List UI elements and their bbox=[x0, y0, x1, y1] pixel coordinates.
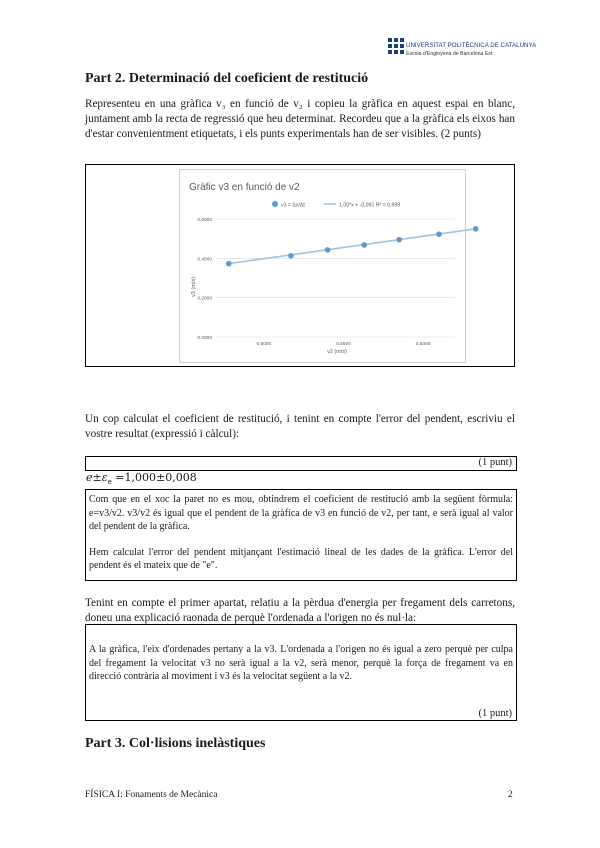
x-axis-label: v2 (m/s) bbox=[327, 349, 347, 355]
result-value: =1,000±0,008 bbox=[115, 471, 197, 484]
x-tick-label: 0,6000 bbox=[415, 342, 431, 347]
points-box-1 bbox=[85, 456, 517, 471]
page-number: 2 bbox=[508, 790, 513, 800]
data-point bbox=[288, 253, 294, 259]
y-tick-label: 0,6000 bbox=[197, 218, 212, 223]
answer-1-paragraph-1: Com que en el xoc la paret no es mou, obtindrem el coeficient de restitució amb la següent fòrmula: e=v3/v2. v3/v2 és igual que el pendent de la gràfica de v3 en funció de v2, per tant, e serà igual al valor del pendent de la gràfica. bbox=[89, 494, 513, 532]
question-3: Tenint en compte el primer apartat, relatiu a la pèrdua d'energia per fregament dels carretons, doneu una explicació raonada de perquè l'ordenada a l'origen no és nul·la: bbox=[85, 597, 515, 624]
university-logo bbox=[388, 38, 537, 64]
legend-series: v3 = Δx/Δt bbox=[281, 202, 305, 209]
x-tick-label: 0,5500 bbox=[336, 342, 351, 347]
chart-box bbox=[85, 164, 515, 367]
part3-title: Part 3. Col·lisions inelàstiques bbox=[85, 736, 266, 751]
part2-title: Part 2. Determinació del coeficient de restitució bbox=[85, 71, 369, 86]
data-point bbox=[436, 231, 442, 237]
y-tick-label: 0,4000 bbox=[197, 257, 212, 263]
footer-course: FÍSICA I: Fonaments de Mecànica bbox=[85, 790, 218, 800]
logo-subtitle: Escola d'Enginyeria de Barcelona Est bbox=[406, 51, 493, 57]
answer-box-1 bbox=[85, 489, 517, 581]
answer-1-paragraph-2: Hem calculat l'error del pendent mitjançant l'estimació lineal de les dades de la gràfica. L'error del pendent és el mateix que de "e". bbox=[89, 546, 513, 571]
answer-2-text: A la gràfica, l'eix d'ordenades pertany a la v3. L'ordenada a l'origen no és igual a zero perquè per culpa del fregament la velocitat v3 no serà igual a la v2, serà menor, perquè la força de fregament va en direcció contrària al moviment i v3 és la velocitat següent a la v2. bbox=[89, 644, 513, 682]
data-point bbox=[361, 242, 367, 248]
y-axis-label: v3 (m/s) bbox=[191, 277, 197, 297]
question-2: Un cop calculat el coeficient de restitució, i tenint en compte l'error del pendent, escriviu el vostre resultat (expressió i càlcul): bbox=[85, 413, 515, 440]
data-point bbox=[473, 226, 479, 232]
chart-frame bbox=[180, 170, 466, 363]
points-label-1: (1 punt) bbox=[478, 457, 512, 468]
chart-svg bbox=[179, 169, 479, 364]
points-label-2: (1 punt) bbox=[478, 708, 512, 719]
x-tick-label: 0,5000 bbox=[256, 342, 272, 347]
answer-box-2 bbox=[85, 624, 517, 721]
legend-marker bbox=[272, 201, 278, 207]
y-tick-label: 0,0000 bbox=[197, 336, 212, 341]
result-formula bbox=[86, 471, 197, 486]
logo-name: UNIVERSITAT POLITÈCNICA DE CATALUNYA bbox=[406, 42, 537, 49]
y-tick-label: 0,2000 bbox=[197, 296, 212, 302]
part2-instructions: Representeu en una gràfica v₃ en funció de v₂ i copieu la gràfica en aquest espai en blanc, juntament amb la recta de regressió que heu determinat. Recordeu que a la gràfica els eixos han d'estar convenientment etiquetats, i els punts experimentals han de ser visibles. (2 punts) bbox=[85, 98, 515, 140]
data-point bbox=[226, 261, 232, 267]
result-sub: e bbox=[107, 478, 112, 487]
data-point bbox=[396, 237, 402, 243]
result-symbol: e±ε bbox=[86, 471, 108, 484]
data-point bbox=[325, 247, 331, 253]
legend-trendline: 1,00*x + -0,091 R² = 0,999 bbox=[339, 202, 401, 209]
chart-title: Gràfic v3 en funció de v2 bbox=[189, 182, 300, 193]
logo-grid-icon bbox=[388, 38, 404, 58]
